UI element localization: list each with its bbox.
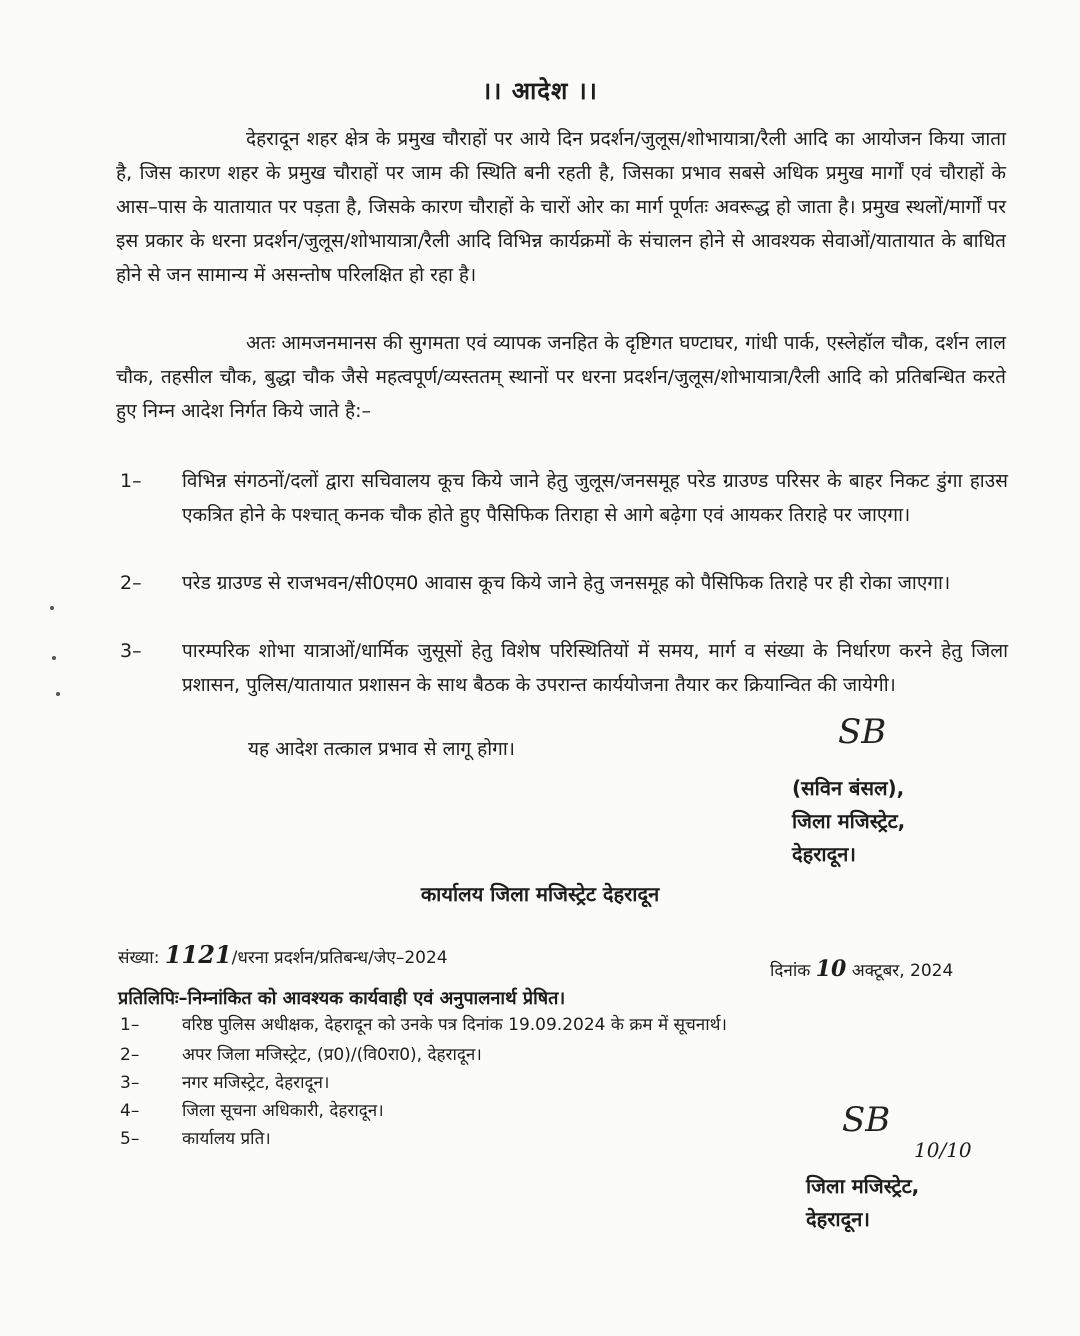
copy-item-number: 1– bbox=[120, 1015, 140, 1035]
copy-item-text: नगर मजिस्ट्रेट, देहरादून। bbox=[182, 1073, 330, 1093]
copy-item-text: वरिष्ठ पुलिस अधीक्षक, देहरादून को उनके पत्र दिनांक 19.09.2024 के क्रम में सूचनार्थ। bbox=[182, 1015, 727, 1035]
reference-number bbox=[118, 940, 448, 969]
signatory-name: (सविन बंसल), bbox=[792, 776, 905, 800]
order-item-text: परेड ग्राउण्ड से राजभवन/सी0एम0 आवास कूच किये जाने हेतु जनसमूह को पैसिफिक तिराहे पर ही रोका जाएगा। bbox=[182, 572, 951, 594]
signatory-designation: जिला मजिस्ट्रेट, bbox=[806, 1174, 920, 1198]
order-item-number: 3– bbox=[120, 640, 142, 662]
copy-item-text: जिला सूचना अधिकारी, देहरादून। bbox=[182, 1101, 384, 1121]
copy-item bbox=[120, 1068, 329, 1098]
order-item-text: पारम्परिक शोभा यात्राओं/धार्मिक जुसूसों हेतु विशेष परिस्थितियों में समय, मार्ग व संख्या के निर्धारण करने हेतु जिला प्रशासन, पुलिस/यातायात प्रशासन के साथ बैठक के उपरान्त कार्ययोजना तैयार कर क्रियान्वित की जायेगी। bbox=[182, 640, 1008, 696]
signature-block-1 bbox=[792, 772, 905, 871]
office-heading: कार्यालय जिला मजिस्ट्रेट देहरादून bbox=[420, 882, 660, 906]
reference-label: संख्या: bbox=[118, 948, 160, 968]
copy-item-text: अपर जिला मजिस्ट्रेट, (प्र0)/(वि0रा0), देहरादून। bbox=[182, 1045, 482, 1065]
copy-item-number: 3– bbox=[120, 1073, 140, 1093]
scan-speck bbox=[56, 692, 60, 696]
signatory-designation: जिला मजिस्ट्रेट, bbox=[792, 809, 906, 833]
date-rest: अक्टूबर, 2024 bbox=[851, 961, 954, 981]
signature-date: 10/10 bbox=[914, 1138, 972, 1162]
order-paragraph-1: देहरादून शहर क्षेत्र के प्रमुख चौराहों पर आये दिन प्रदर्शन/जुलूस/शोभायात्रा/रैली आदि का आयोजन किया जाता है, जिस कारण शहर के प्रमुख चौराहों पर जाम की स्थिति बनी रहती है, जिसका प्रभाव सबसे अधिक प्रमुख मार्गों एवं चौराहों के आस–पास के यातायात पर पड़ता है, जिसके कारण चौराहों के चारों ओर का मार्ग पूर्णतः अवरूद्ध हो जाता है। प्रमुख स्थलों/मार्गों पर इस प्रकार के धरना प्रदर्शन/जुलूस/शोभायात्रा/रैली आदि विभिन्न कार्यक्रमों के संचालन होने से आवश्यक सेवाओं/यातायात के बाधित होने से जन सामान्य में असन्तोष परिलक्षित हो रहा है। bbox=[116, 128, 1006, 286]
document-date bbox=[770, 956, 953, 982]
reference-rest: /धरना प्रदर्शन/प्रतिबन्ध/जेए–2024 bbox=[231, 948, 448, 968]
copy-item-number: 2– bbox=[120, 1045, 140, 1065]
order-closing: यह आदेश तत्काल प्रभाव से लागू होगा। bbox=[248, 738, 515, 760]
signature-block-2 bbox=[806, 1170, 919, 1236]
order-item-text: विभिन्न संगठनों/दलों द्वारा सचिवालय कूच किये जाने हेतु जुलूस/जनसमूह परेड ग्राउण्ड परिसर के बाहर निकट डुंगा हाउस एकत्रित होने के पश्चात् कनक चौक होते हुए पैसिफिक तिराहा से आगे बढ़ेगा एवं आयकर तिराहे पर जाएगा। bbox=[182, 470, 1008, 526]
signatory-place: देहरादून। bbox=[806, 1207, 870, 1231]
copy-item-number: 4– bbox=[120, 1101, 140, 1121]
copy-item bbox=[120, 1124, 271, 1154]
copy-heading: प्रतिलिपिः–निम्नांकित को आवश्यक कार्यवाही एवं अनुपालनार्थ प्रेषित। bbox=[118, 988, 566, 1009]
copy-item bbox=[120, 1096, 384, 1126]
scan-speck bbox=[50, 606, 54, 610]
order-item-number: 2– bbox=[120, 572, 142, 594]
date-handwritten-day: 10 bbox=[815, 956, 847, 982]
order-paragraph-2: अतः आमजनमानस की सुगमता एवं व्यापक जनहित के दृष्टिगत घण्टाघर, गांधी पार्क, एस्लेहॉल चौक, दर्शन लाल चौक, तहसील चौक, बुद्धा चौक जैसे महत्वपूर्ण/व्यस्ततम् स्थानों पर धरना प्रदर्शन/जुलूस/शोभायात्रा/रैली आदि को प्रतिबन्धित करते हुए निम्न आदेश निर्गत किये जाते है:– bbox=[116, 332, 1006, 422]
signatory-place: देहरादून। bbox=[792, 842, 856, 866]
order-title: ।। आदेश ।। bbox=[482, 77, 598, 105]
reference-handwritten-number: 1121 bbox=[164, 940, 232, 969]
scan-speck bbox=[52, 656, 56, 660]
copy-item-text: कार्यालय प्रति। bbox=[182, 1129, 271, 1149]
date-label: दिनांक bbox=[770, 961, 811, 981]
copy-item bbox=[120, 1010, 727, 1040]
order-item-number: 1– bbox=[120, 470, 142, 492]
signature-1: SB bbox=[838, 712, 887, 752]
signature-2: SB bbox=[842, 1100, 891, 1140]
copy-item bbox=[120, 1040, 482, 1070]
copy-item-number: 5– bbox=[120, 1129, 140, 1149]
